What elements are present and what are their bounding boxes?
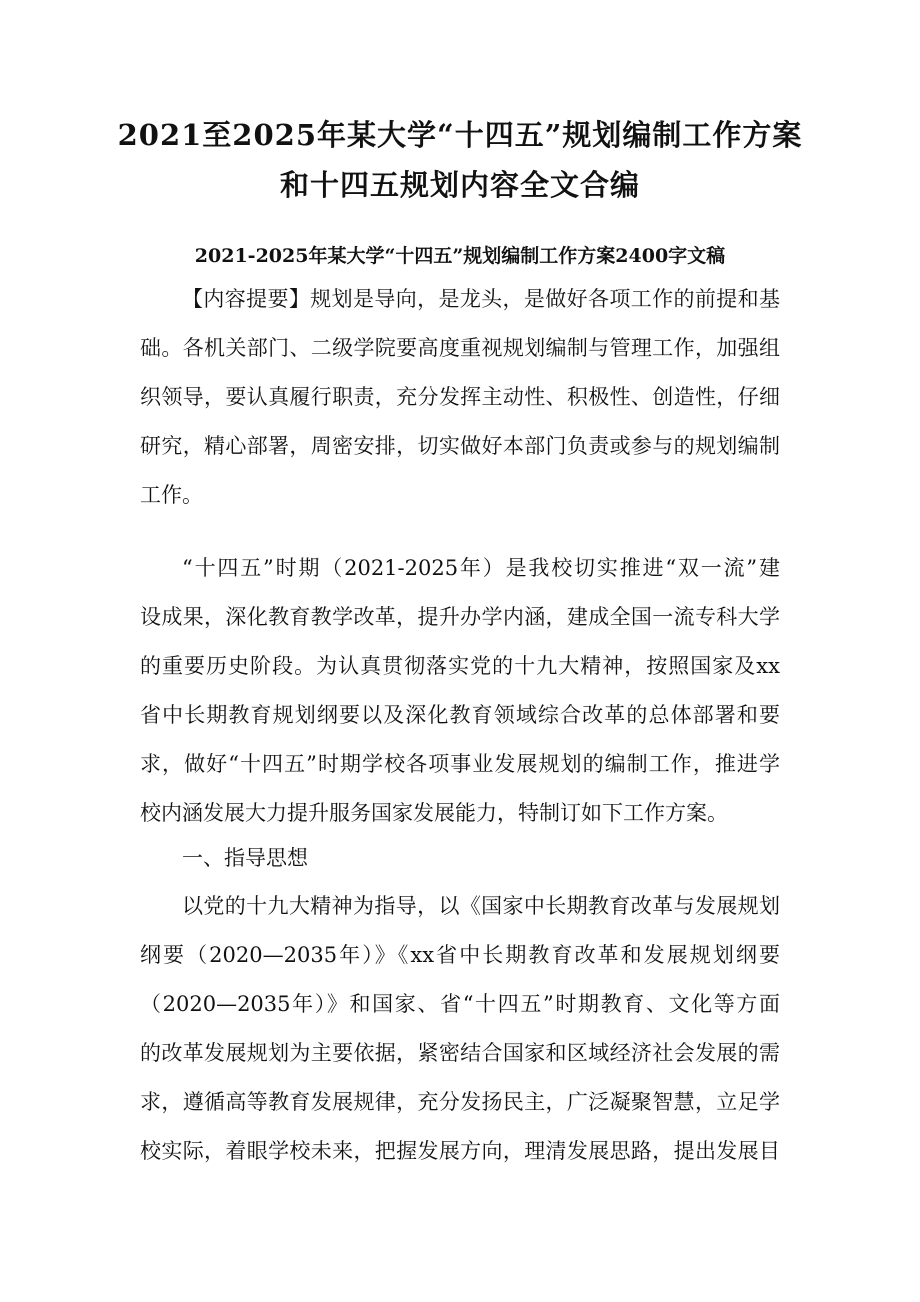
body-line: 的重要历史阶段。为认真贯彻落实党的十九大精神，按照国家及xx bbox=[140, 654, 780, 678]
document-title-line-1: 2021至2025年某大学“十四五”规划编制工作方案 bbox=[117, 118, 803, 152]
body-line: 的改革发展规划为主要依据，紧密结合国家和区域经济社会发展的需 bbox=[140, 1041, 780, 1065]
body-line: 求，遵循高等教育发展规律，充分发扬民主，广泛凝聚智慧，立足学 bbox=[140, 1090, 780, 1114]
body-line: 纲要（2020—2035年）》《xx省中长期教育改革和发展规划纲要 bbox=[140, 943, 780, 967]
body-line: 以党的十九大精神为指导，以《国家中长期教育改革与发展规划 bbox=[182, 894, 780, 918]
section-subtitle: 2021-2025年某大学“十四五”规划编制工作方案2400字文稿 bbox=[194, 245, 726, 267]
document-title-line-2: 和十四五规划内容全文合编 bbox=[279, 168, 640, 202]
body-line: 求，做好“十四五”时期学校各项事业发展规划的编制工作，推进学 bbox=[140, 752, 780, 776]
body-line: 设成果，深化教育教学改革，提升办学内涵，建成全国一流专科大学 bbox=[140, 605, 780, 629]
body-line: 校实际，着眼学校未来，把握发展方向，理清发展思路，提出发展目 bbox=[140, 1139, 780, 1163]
body-line: 校内涵发展大力提升服务国家发展能力，特制订如下工作方案。 bbox=[140, 801, 728, 825]
body-line: 省中长期教育规划纲要以及深化教育领域综合改革的总体部署和要 bbox=[140, 703, 780, 727]
body-line: 研究，精心部署，周密安排，切实做好本部门负责或参与的规划编制 bbox=[140, 434, 780, 458]
body-line: 【内容提要】规划是导向，是龙头，是做好各项工作的前提和基 bbox=[182, 287, 780, 311]
body-line: 织领导，要认真履行职责，充分发挥主动性、积极性、创造性，仔细 bbox=[140, 385, 780, 409]
body-line: “十四五”时期（2021-2025年）是我校切实推进“双一流”建 bbox=[182, 556, 780, 580]
body-line: 础。各机关部门、二级学院要高度重视规划编制与管理工作，加强组 bbox=[140, 336, 780, 360]
body-line: 工作。 bbox=[140, 483, 203, 507]
body-line: （2020—2035年）》和国家、省“十四五”时期教育、文化等方面 bbox=[140, 992, 780, 1016]
section-heading: 一、指导思想 bbox=[182, 846, 308, 870]
